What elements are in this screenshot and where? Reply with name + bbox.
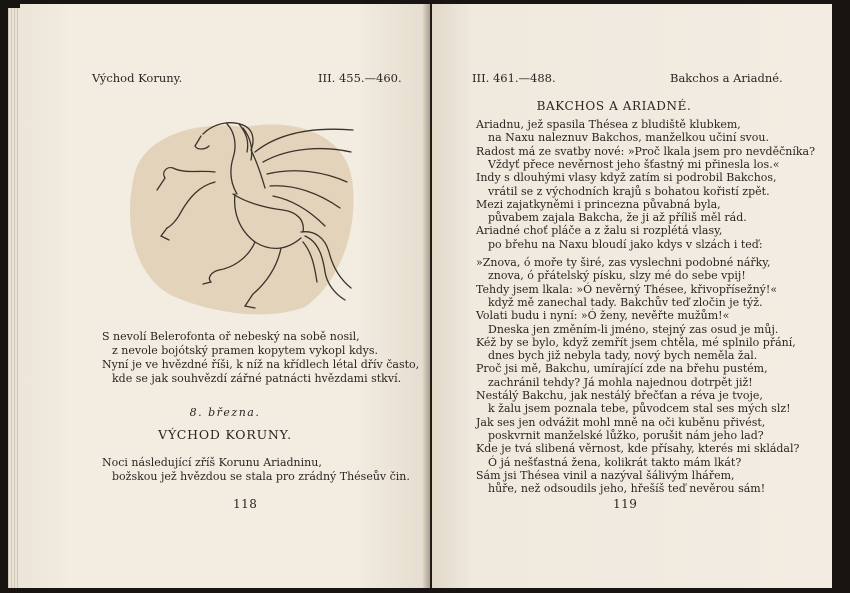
verse-line: Nyní je ve hvězdné říši, k níž na křídlech létal dřív často, <box>102 358 420 371</box>
verse-line: poskvrnit manželské lůžko, porušit nám jeho lad? <box>488 428 764 442</box>
book-spread <box>8 4 840 588</box>
verse-line: hůře, než odsoudils jeho, hřešíš teď nevěrou sám! <box>488 482 766 496</box>
verse-line: Ó já nešťastná žena, kolikrát takto mám lkát? <box>488 455 742 469</box>
verse-line: když mě zanechal tady. Bakchův teď zločin je týž. <box>488 295 763 309</box>
verse-line: půvabem zajala Bakcha, že ji až příliš měl rád. <box>488 211 747 225</box>
verse-line: Radost má ze svatby nové: »Proč lkala jsem pro nevděčníka? <box>476 144 815 158</box>
verse-line: kde se jak souhvězdí zářné patnácti hvězdami stkví. <box>112 372 402 385</box>
verse-line: Nestálý Bakchu, jak nestálý břečťan a réva je tvoje, <box>476 389 763 402</box>
pegasus-icon <box>115 112 355 317</box>
page-number: 119 <box>613 497 638 511</box>
right-line-range: III. 461.—488. <box>472 71 556 85</box>
entry-date: 8. března. <box>189 406 261 419</box>
verse-line: dnes bych již nebyla tady, nový bych neměla žal. <box>488 349 758 363</box>
left-page <box>20 4 430 588</box>
verse-line: k žalu jsem poznala tebe, původcem stal ses mých slz! <box>488 402 791 416</box>
verse-line: božskou jež hvězdou se stala pro zrádný Théseův čin. <box>112 470 410 483</box>
verse-line: Dneska jen změním-li jméno, stejný zas osud je můj. <box>488 322 779 336</box>
verse-line: na Naxu naleznuv Bakchos, manželkou učiní svou. <box>488 131 769 145</box>
verse-line: S nevolí Belerofonta oř nebeský na sobě nosil, <box>102 330 360 343</box>
section-title: BAKCHOS A ARIADNÉ. <box>536 99 692 113</box>
verse-line: Ariadné choť pláče a z žalu si rozplétá vlasy, <box>476 224 723 238</box>
verse-line: z nevole bojótský pramen kopytem vykopl kdys. <box>112 344 379 357</box>
verse-line: Ariadnu, jež spasila Thésea z bludiště klubkem, <box>476 118 741 131</box>
section-title: VÝCHOD KORUNY. <box>158 427 292 442</box>
page-number: 118 <box>233 497 258 511</box>
verse-line: Kéž by se bylo, když zemřít jsem chtěla, mé splnilo přání, <box>476 335 796 349</box>
verse-line: »Znova, ó moře ty širé, zas vyslechni podobné nářky, <box>476 256 771 269</box>
left-line-range: III. 455.—460. <box>318 71 402 85</box>
verse-line: zachránil tehdy? Já mohla najednou dotrpět již! <box>488 375 753 389</box>
verse-line: Noci následující zříš Korunu Ariadninu, <box>102 456 322 469</box>
verse-line: Mezi zajatkyněmi i princezna půvabná byla, <box>476 197 721 211</box>
verse-line: znova, ó přátelský písku, slzy mé do sebe vpij! <box>488 269 746 283</box>
verse-line: Indy s dlouhými vlasy když zatím si podrobil Bakchos, <box>476 171 777 185</box>
right-running-head: Bakchos a Ariadné. <box>670 71 783 85</box>
verse-line: Volati budu i nyní: »Ó ženy, nevěřte mužům!« <box>476 309 730 323</box>
verse-line: Kde je tvá slibená věrnost, kde přísahy, kterés mi skládal? <box>476 442 800 456</box>
verse-line: Proč jsi mě, Bakchu, umírající zde na břehu pustém, <box>476 362 768 376</box>
verse-line: po břehu na Naxu bloudí jako kdys v slzách i teď: <box>488 237 763 251</box>
right-page <box>432 4 832 588</box>
verse-line: Jak ses jen odvážit mohl mně na oči kuběnu přivést, <box>476 415 766 429</box>
verse-line: Vždyť přece nevěrnost jeho šťastný mi přinesla los.« <box>488 157 780 171</box>
left-running-head: Východ Koruny. <box>92 71 183 85</box>
verse-line: vrátil se z východních krajů s bohatou kořistí zpět. <box>488 184 770 198</box>
verse-line: Tehdy jsem lkala: »Ó nevěrný Thésee, křivopřísežný!« <box>476 282 778 296</box>
verse-line: Sám jsi Thésea vinil a nazýval šálivým lhářem, <box>476 468 735 482</box>
